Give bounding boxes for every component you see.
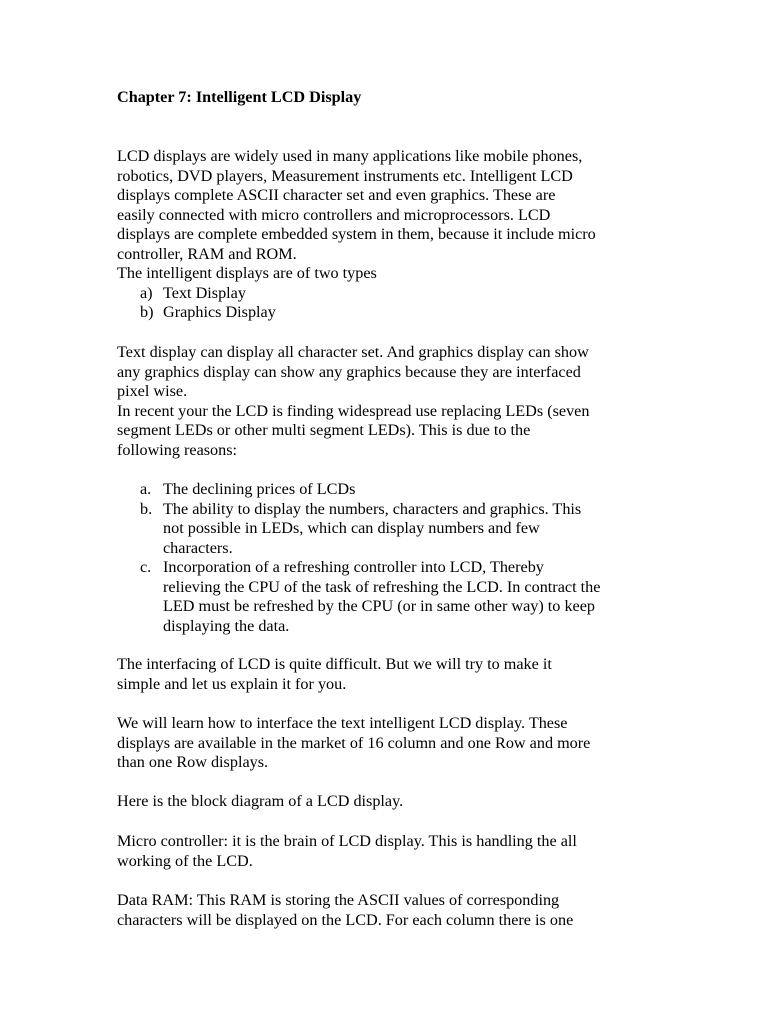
text-line: The intelligent displays are of two types <box>117 264 377 282</box>
micro-controller-paragraph <box>117 832 677 871</box>
learn-paragraph <box>117 714 677 773</box>
text-line: The interfacing of LCD is quite difficult. But we will try to make it <box>117 655 552 673</box>
text-line: easily connected with micro controllers and microprocessors. LCD <box>117 205 551 224</box>
text-line: Text display can display all character set. And graphics display can show <box>117 343 589 361</box>
block-diagram-paragraph <box>117 792 677 812</box>
text-line: Micro controller: it is the brain of LCD display. This is handling the all <box>117 832 577 850</box>
list-item-text: relieving the CPU of the task of refreshing the LCD. In contract the <box>163 577 601 596</box>
list-item-text: not possible in LEDs, which can display numbers and few <box>163 519 540 537</box>
reasons-list <box>117 480 677 636</box>
list-item-text: The ability to display the numbers, characters and graphics. This <box>163 499 582 518</box>
text-line: than one Row displays. <box>117 753 269 771</box>
text-line: In recent your the LCD is finding widespread use replacing LEDs (seven <box>117 401 590 420</box>
list-item-text: LED must be refreshed by the CPU (or in same other way) to keep <box>163 597 595 615</box>
list-marker: a. <box>140 480 152 498</box>
list-item-text: Graphics Display <box>163 303 276 321</box>
list-marker: a) <box>140 283 153 302</box>
text-line: Here is the block diagram of a LCD display. <box>117 792 404 810</box>
text-line: Data RAM: This RAM is storing the ASCII values of corresponding <box>117 891 560 909</box>
text-line: pixel wise. <box>117 382 188 400</box>
list-item-text: Incorporation of a refreshing controller into LCD, Thereby <box>163 558 544 576</box>
intro-paragraph <box>117 147 677 323</box>
list-item <box>117 303 677 323</box>
interfacing-paragraph <box>117 655 677 694</box>
text-line: displays are available in the market of 16 column and one Row and more <box>117 733 591 752</box>
text-line: controller, RAM and ROM. <box>117 244 297 263</box>
text-line: simple and let us explain it for you. <box>117 674 347 693</box>
text-line: LCD displays are widely used in many applications like mobile phones, <box>117 147 583 165</box>
list-item <box>117 284 677 304</box>
text-display-paragraph <box>117 343 677 460</box>
list-item-text: Text Display <box>163 283 246 302</box>
text-line: any graphics display can show any graphics because they are interfaced <box>117 362 581 381</box>
text-line: following reasons: <box>117 440 238 459</box>
list-item <box>117 480 677 500</box>
text-line: segment LEDs or other multi segment LEDs). This is due to the <box>117 421 531 439</box>
text-line: displays complete ASCII character set and even graphics. These are <box>117 186 556 204</box>
list-item <box>117 558 677 636</box>
chapter-title: Chapter 7: Intelligent LCD Display <box>117 88 362 106</box>
text-line: characters will be displayed on the LCD. For each column there is one <box>117 910 574 929</box>
list-item-text: The declining prices of LCDs <box>163 480 356 498</box>
text-line: displays are complete embedded system in them, because it include micro <box>117 225 596 243</box>
list-marker: b) <box>140 303 154 321</box>
list-item <box>117 500 677 559</box>
text-line: working of the LCD. <box>117 851 253 870</box>
text-line: robotics, DVD players, Measurement instruments etc. Intelligent LCD <box>117 166 573 185</box>
list-item-text: displaying the data. <box>163 616 290 635</box>
list-item-text: characters. <box>163 538 233 557</box>
list-marker: b. <box>140 499 153 518</box>
text-line: We will learn how to interface the text intelligent LCD display. These <box>117 714 568 732</box>
data-ram-paragraph <box>117 891 677 930</box>
list-marker: c. <box>140 558 152 576</box>
